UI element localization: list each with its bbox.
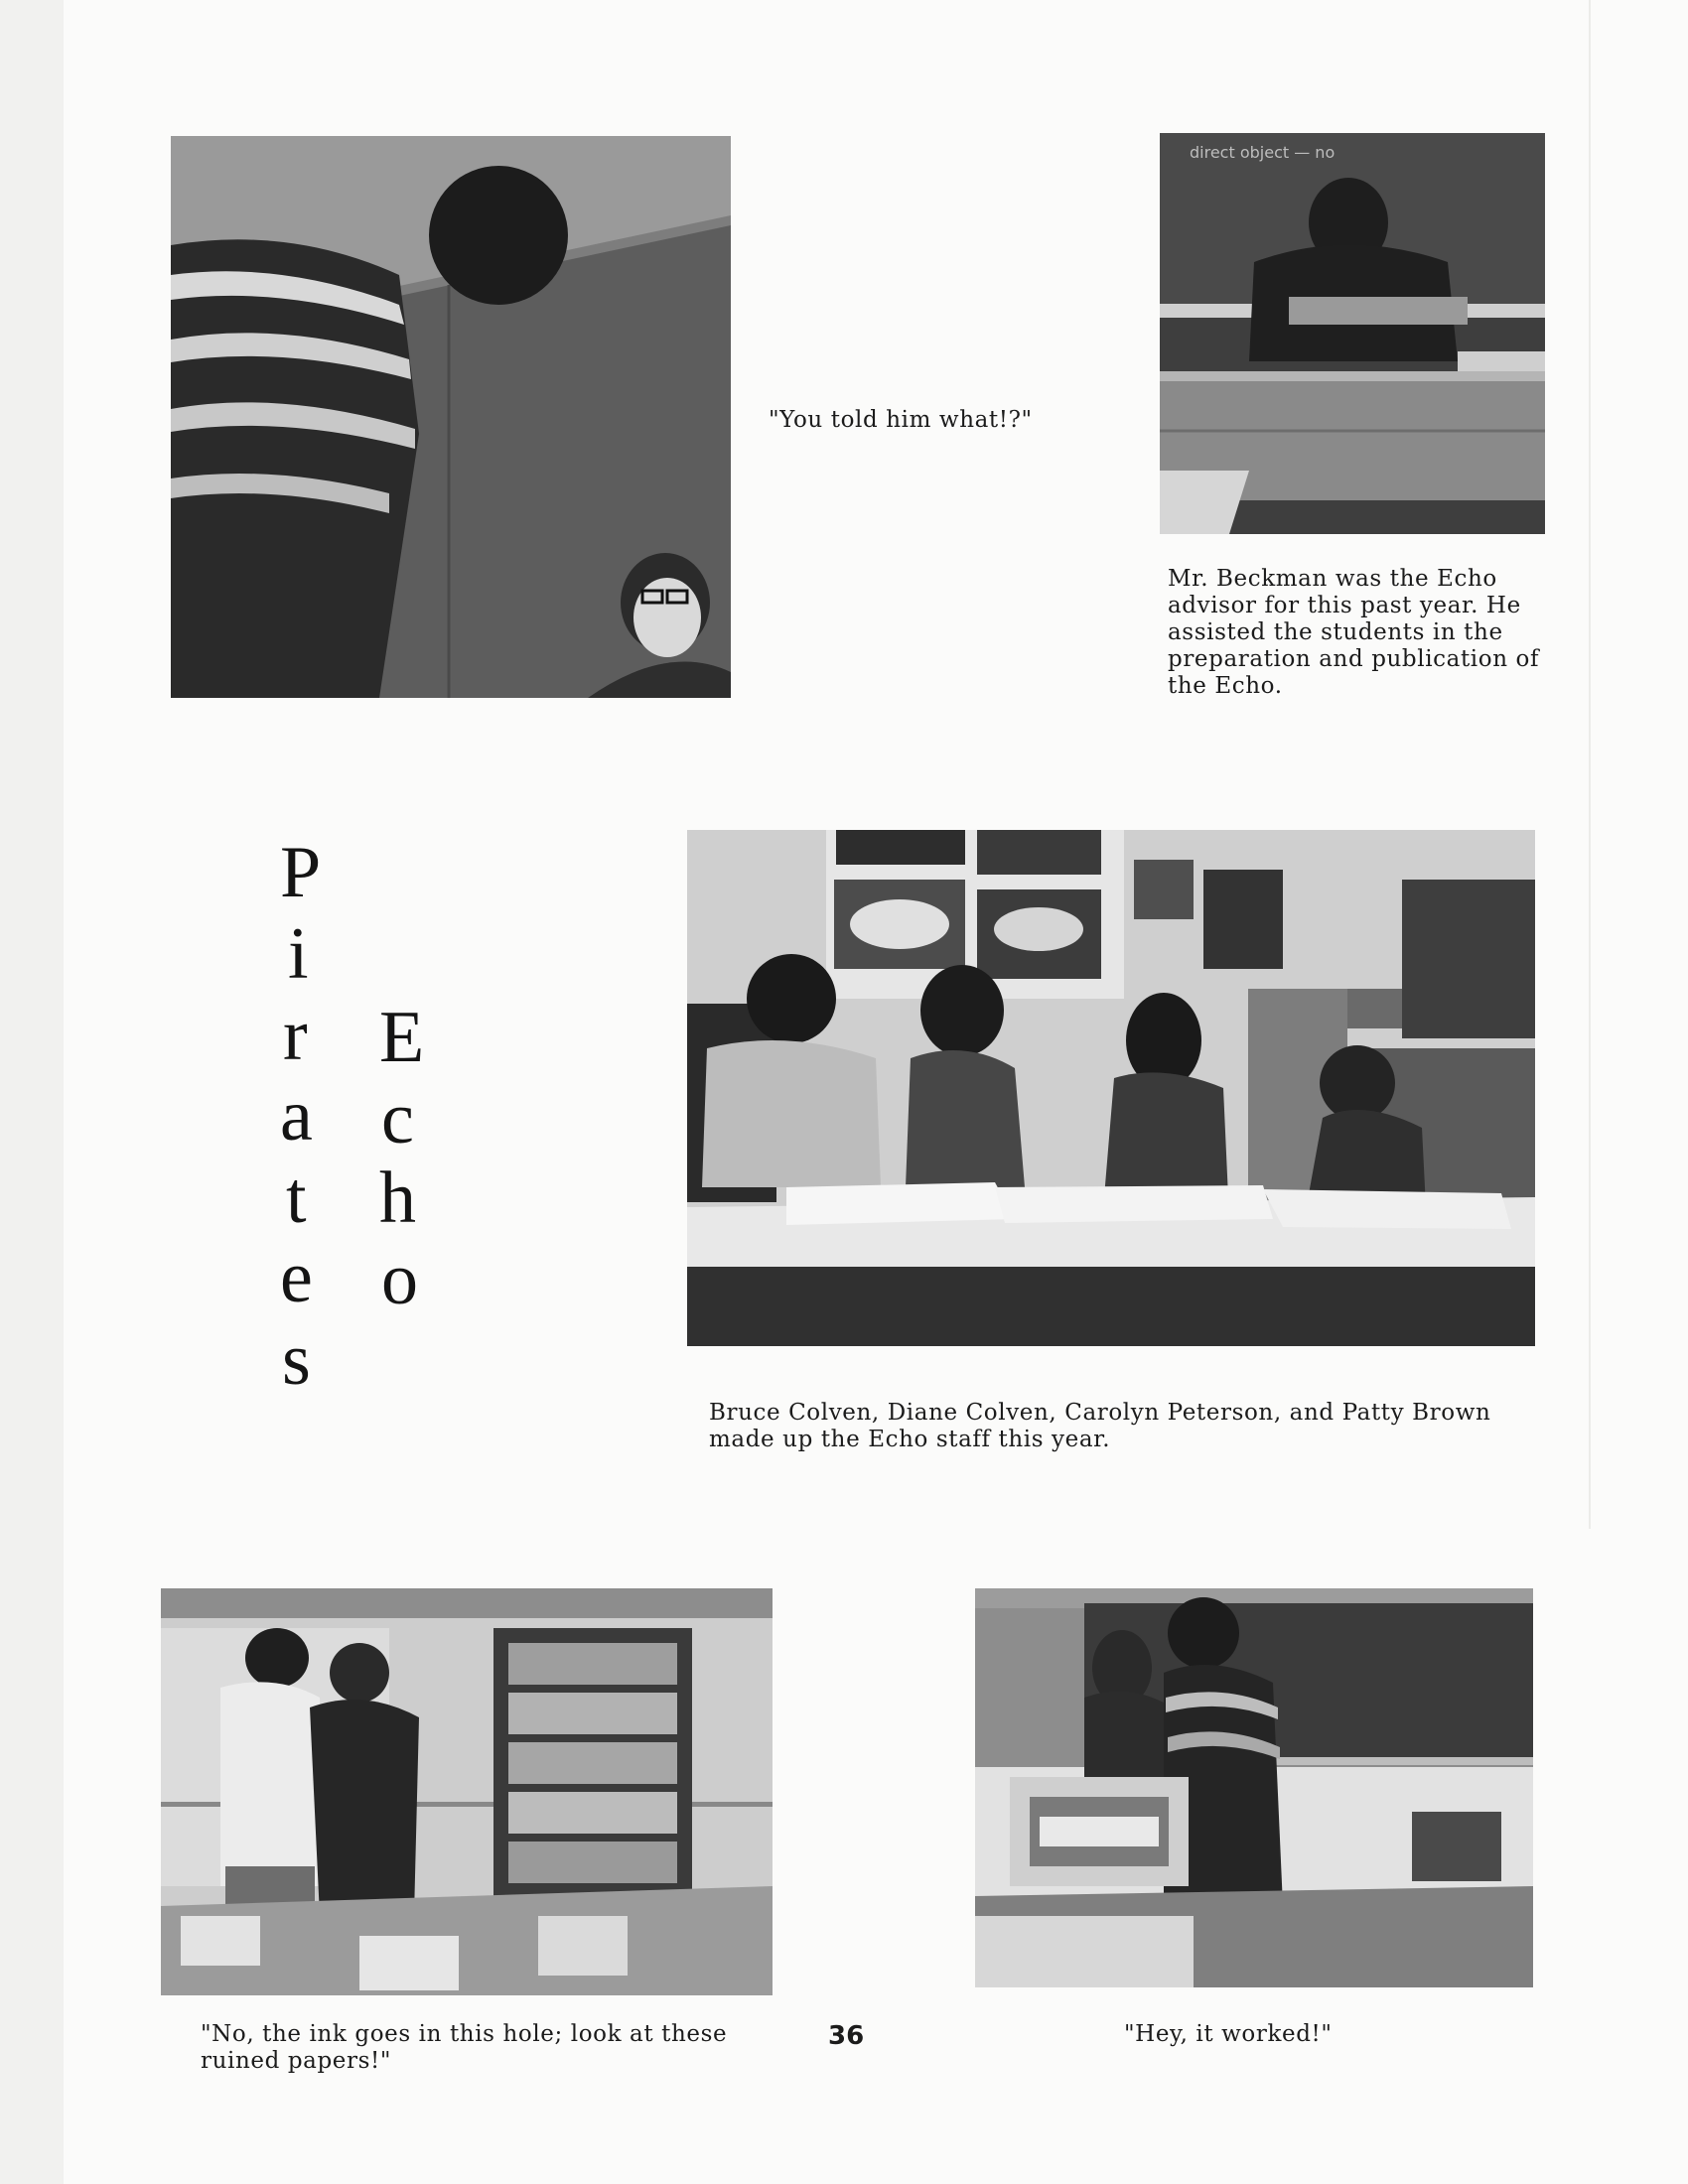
caption-bottom-right: "Hey, it worked!"	[1124, 2021, 1333, 2047]
title-pirates-letter: t	[286, 1158, 307, 1239]
title-echo-letter: c	[381, 1078, 414, 1160]
title-pirates-letter: a	[280, 1075, 313, 1157]
page-left-edge	[0, 0, 64, 2184]
photo-classroom-smiling-girl	[171, 136, 731, 698]
title-pirates-letter: e	[280, 1237, 313, 1318]
title-echo-letter: o	[381, 1239, 418, 1320]
title-pirates-letter: s	[282, 1319, 311, 1401]
title-echo-letter: h	[379, 1158, 416, 1239]
title-pirates-letter: i	[288, 913, 309, 995]
photo-duplicating-machine	[975, 1588, 1533, 1987]
caption-staff: Bruce Colven, Diane Colven, Carolyn Peterson, and Patty Brown made up the Echo staff this year.	[709, 1400, 1491, 1452]
caption-advisor: Mr. Beckman was the Echo advisor for this past year. He assisted the students in the preparation and publication of the Echo.	[1168, 566, 1540, 699]
title-echo-letter: E	[379, 997, 425, 1078]
photo-echo-staff	[687, 830, 1535, 1346]
page-number: 36	[828, 2021, 865, 2051]
page-right-edge	[1589, 0, 1591, 1529]
chalkboard-writing: direct object — no	[1190, 143, 1336, 162]
title-pirates-letter: r	[283, 995, 308, 1076]
title-pirates-letter: P	[280, 832, 322, 913]
photo-classroom-bookcase	[161, 1588, 773, 1995]
caption-top-quote: "You told him what!?"	[769, 407, 1033, 433]
caption-bottom-left: "No, the ink goes in this hole; look at these ruined papers!"	[201, 2021, 728, 2074]
photo-advisor-at-desk	[1160, 133, 1545, 534]
